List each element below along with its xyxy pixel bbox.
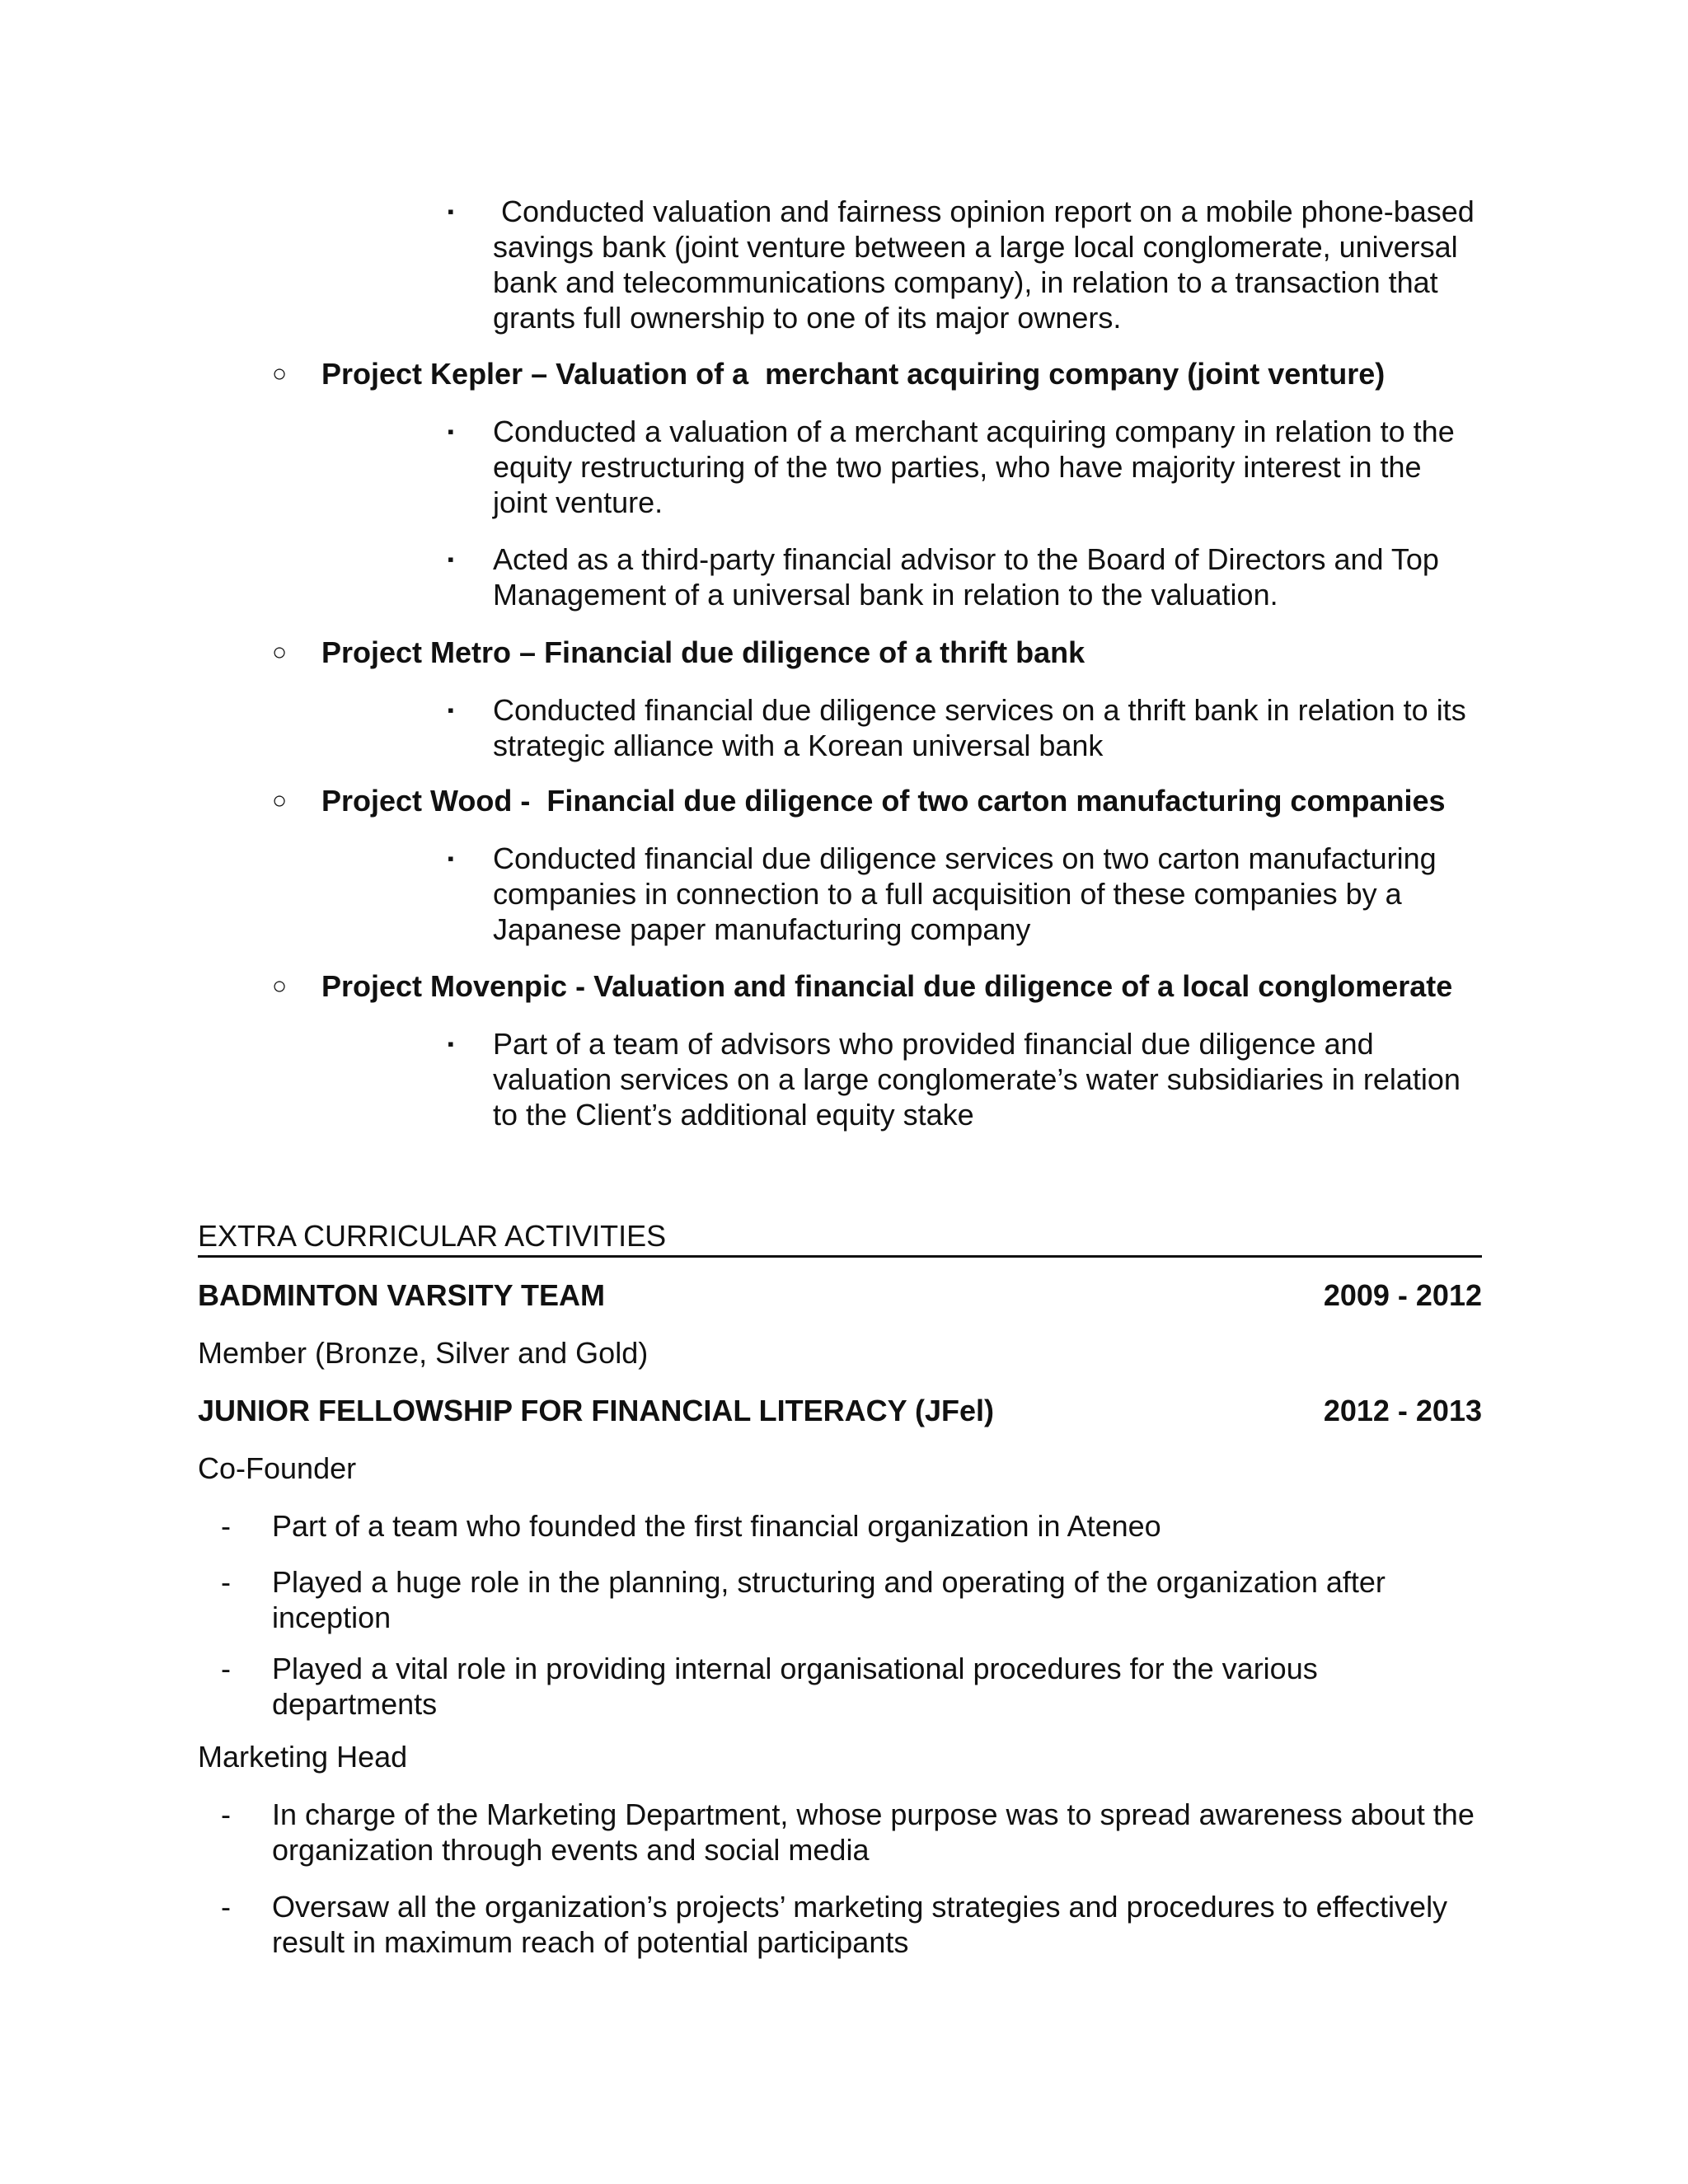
list-item-text: Oversaw all the organization’s projects’ marketing strategies and procedures to effectively result in maximum reach of potential participants — [272, 1890, 1448, 1959]
project-title: Project Metro – Financial due diligence of a thrift bank — [321, 635, 1085, 669]
circle-bullet-icon: ○ — [272, 639, 288, 666]
entry-name: JUNIOR FELLOWSHIP FOR FINANCIAL LITERACY (JFel) — [198, 1394, 995, 1427]
bullet-text: Conducted valuation and fairness opinion report on a mobile phone-based savings bank (joint venture between a large local conglomerate, universal bank and telecommunications company), in relation to a transaction that grants full ownership to one of its major owners. — [493, 194, 1483, 335]
section-title-extracurricular: EXTRA CURRICULAR ACTIVITIES — [198, 1218, 1482, 1258]
dash-bullet-icon: - — [221, 1565, 231, 1599]
project-title: Project Kepler – Valuation of a merchant acquiring company (joint venture) — [321, 357, 1386, 391]
bullet-text: Part of a team of advisors who provided financial due diligence and valuation services on a large conglomerate’s water subsidiaries in relation to the Client’s additional equity stake — [493, 1027, 1461, 1132]
project-title: Project Wood - Financial due diligence of two carton manufacturing companies — [321, 784, 1446, 818]
circle-bullet-icon: ○ — [272, 360, 288, 387]
dash-bullet-icon: - — [221, 1797, 231, 1831]
square-bullet-icon: ▪ — [448, 1033, 454, 1054]
square-bullet-icon: ▪ — [448, 549, 454, 569]
dash-bullet-icon: - — [221, 1890, 231, 1924]
project-title: Project Movenpic - Valuation and financial due diligence of a local conglomerate — [321, 969, 1453, 1003]
dash-bullet-icon: - — [221, 1652, 231, 1685]
role-title-marketing-head: Marketing Head — [198, 1740, 408, 1774]
list-item-text: Played a vital role in providing internal organisational procedures for the various departments — [272, 1652, 1318, 1721]
dash-bullet-icon: - — [221, 1509, 231, 1543]
list-item-text: Played a huge role in the planning, structuring and operating of the organization after inception — [272, 1565, 1386, 1634]
entry-heading-jfel — [198, 1393, 1482, 1428]
circle-bullet-icon: ○ — [272, 787, 288, 814]
square-bullet-icon: ▪ — [448, 700, 454, 720]
bullet-text: Conducted financial due diligence services on two carton manufacturing companies in connection to a full acquisition of these companies by a Japanese paper manufacturing company — [493, 841, 1437, 946]
entry-dates: 2009 - 2012 — [1323, 1278, 1482, 1312]
list-item-text: In charge of the Marketing Department, whose purpose was to spread awareness about the organization through events and social media — [272, 1797, 1475, 1867]
list-item-text: Part of a team who founded the first financial organization in Ateneo — [272, 1509, 1161, 1543]
square-bullet-icon: ▪ — [448, 848, 454, 869]
square-bullet-icon: ▪ — [448, 421, 454, 442]
entry-name: BADMINTON VARSITY TEAM — [198, 1278, 606, 1312]
circle-bullet-icon: ○ — [272, 972, 288, 1000]
role-title-cofounder: Co-Founder — [198, 1451, 357, 1485]
entry-role: Member (Bronze, Silver and Gold) — [198, 1336, 649, 1370]
bullet-text: Conducted a valuation of a merchant acquiring company in relation to the equity restructuring of the two parties, who have majority interest in the joint venture. — [493, 415, 1455, 519]
entry-heading-badminton — [198, 1277, 1482, 1313]
entry-dates: 2012 - 2013 — [1323, 1394, 1482, 1427]
bullet-text: Conducted financial due diligence services on a thrift bank in relation to its strategic alliance with a Korean universal bank — [493, 693, 1466, 762]
square-bullet-icon: ▪ — [448, 201, 454, 222]
bullet-text: Acted as a third-party financial advisor to the Board of Directors and Top Management of a universal bank in relation to the valuation. — [493, 542, 1439, 612]
